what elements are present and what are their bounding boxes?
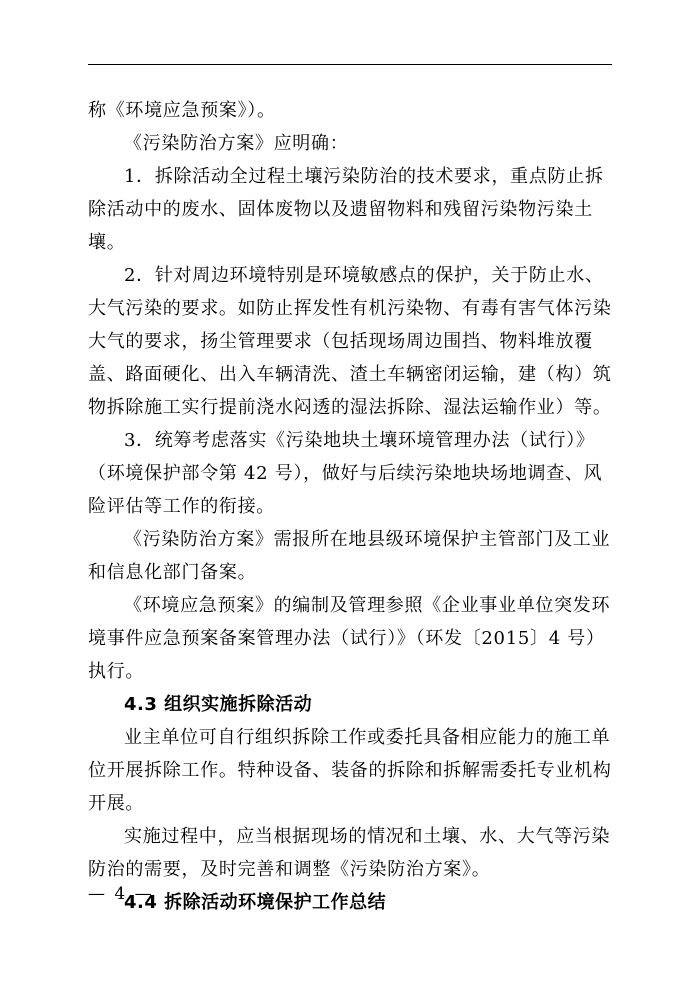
section-heading-4-3: 4.3 组织实施拆除活动 xyxy=(124,694,313,715)
section-heading-4-4: 4.4 拆除活动环境保护工作总结 xyxy=(124,892,387,913)
paragraph: 1．拆除活动全过程土壤污染防治的技术要求，重点防止拆除活动中的废水、固体废物以及遗留物料和残留污染物污染土壤。 xyxy=(88,166,604,253)
document-body xyxy=(88,94,612,919)
header-rule xyxy=(88,64,612,65)
paragraph: 称《环境应急预案》）。 xyxy=(88,100,276,121)
paragraph: 《污染防治方案》需报所在地县级环境保护主管部门及工业和信息化部门备案。 xyxy=(88,529,611,583)
page-number: — 4 — xyxy=(88,884,154,904)
paragraph: 2．针对周边环境特别是环境敏感点的保护，关于防止水、大气污染的要求。如防止挥发性有机污染物、有毒有害气体污染大气的要求，扬尘管理要求（包括现场周边围挡、物料堆放覆盖、路面硬化、出入车辆清洗、渣土车辆密闭运输，建（构）筑物拆除施工实行提前浇水闷透的湿法拆除、湿法运输作业）等。 xyxy=(88,265,612,418)
paragraph: 《污染防治方案》应明确： xyxy=(124,133,349,154)
paragraph: 3．统筹考虑落实《污染地块土壤环境管理办法（试行）》（环境保护部令第 42 号），做好与后续污染地块场地调查、风险评估等工作的衔接。 xyxy=(88,430,603,517)
paragraph: 《环境应急预案》的编制及管理参照《企业事业单位突发环境事件应急预案备案管理办法（试行）》（环发〔2015〕4 号）执行。 xyxy=(88,595,611,682)
paragraph: 业主单位可自行组织拆除工作或委托具备相应能力的施工单位开展拆除工作。特种设备、装备的拆除和拆解需委托专业机构开展。 xyxy=(88,727,612,814)
paragraph: 实施过程中，应当根据现场的情况和土壤、水、大气等污染防治的需要，及时完善和调整《污染防治方案》。 xyxy=(88,826,611,880)
